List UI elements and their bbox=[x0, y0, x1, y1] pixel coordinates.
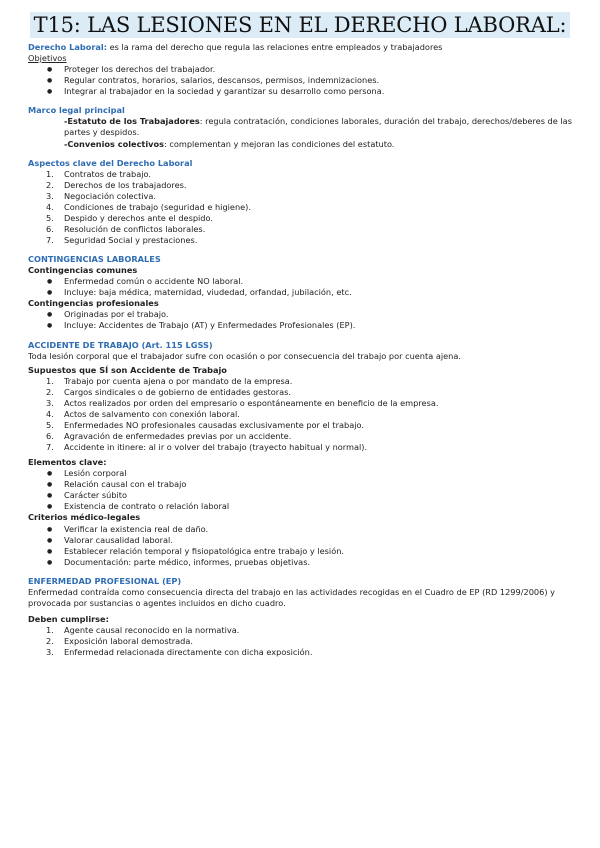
list-item: ● Relación causal con el trabajo bbox=[28, 479, 572, 490]
aspectos-list bbox=[28, 169, 572, 246]
list-item: 5. Enfermedades NO profesionales causadas exclusivamente por el trabajo. bbox=[46, 419, 364, 430]
list-item: ● Incluye: Accidentes de Trabajo (AT) y Enfermedades Profesionales (EP). bbox=[28, 320, 572, 331]
convenios-term: -Convenios colectivos bbox=[64, 138, 164, 149]
list-item: 4. Condiciones de trabajo (seguridad e higiene). bbox=[46, 201, 251, 212]
objectives-list bbox=[28, 64, 572, 97]
list-item: ● Valorar causalidad laboral. bbox=[28, 535, 572, 546]
list-item: 3. Enfermedad relacionada directamente con dicha exposición. bbox=[46, 647, 313, 658]
list-item: ● Incluye: baja médica, maternidad, viudedad, orfandad, jubilación, etc. bbox=[28, 287, 572, 298]
list-item: ● Enfermedad común o accidente NO laboral. bbox=[28, 276, 572, 287]
elementos-list bbox=[28, 468, 572, 512]
estatuto-paragraph bbox=[28, 116, 572, 138]
list-item: ● Integrar al trabajador en la sociedad y garantizar su desarrollo como persona. bbox=[28, 86, 572, 97]
objectives-label: Objetivos bbox=[28, 53, 67, 64]
marco-heading: Marco legal principal bbox=[28, 105, 125, 116]
intro-definition bbox=[28, 42, 572, 53]
convenios-text: : complementan y mejoran las condiciones del estatuto. bbox=[163, 138, 395, 149]
list-item: 7. Seguridad Social y prestaciones. bbox=[46, 235, 198, 245]
supuestos-label: Supuestos que SÍ son Accidente de Trabajo bbox=[28, 364, 227, 375]
list-item: 1. Agente causal reconocido en la normativa. bbox=[46, 625, 240, 635]
list-item: ● Lesión corporal bbox=[28, 468, 572, 479]
intro-term: Derecho Laboral: bbox=[28, 42, 107, 52]
list-item: 7. Accidente in itinere: al ir o volver del trabajo (trayecto habitual y normal). bbox=[46, 442, 368, 453]
list-item: 5. Despido y derechos ante el despido. bbox=[46, 212, 213, 223]
supuestos-list bbox=[28, 376, 572, 453]
list-item: 1. Contratos de trabajo. bbox=[46, 168, 151, 179]
list-item: 6. Resolución de conflictos laborales. bbox=[46, 223, 206, 234]
aspectos-heading: Aspectos clave del Derecho Laboral bbox=[28, 157, 193, 168]
profesionales-list bbox=[28, 309, 572, 331]
list-item: 3. Negociación colectiva. bbox=[46, 190, 157, 201]
requisitos-label: Deben cumplirse: bbox=[28, 613, 109, 624]
profesionales-label: Contingencias profesionales bbox=[28, 298, 159, 309]
intro-text: es la rama del derecho que regula las relaciones entre empleados y trabajadores bbox=[106, 42, 443, 52]
contingencias-heading: CONTINGENCIAS LABORALES bbox=[28, 254, 161, 265]
elementos-label: Elementos clave: bbox=[28, 457, 107, 468]
list-item: ● Regular contratos, horarios, salarios, descansos, permisos, indemnizaciones. bbox=[28, 75, 572, 86]
title-wrap bbox=[28, 12, 572, 38]
estatuto-text: : regula contratación, condiciones laborales, duración del trabajo, derechos/deberes de las partes y despidos. bbox=[64, 116, 572, 138]
list-item: 1. Trabajo por cuenta ajena o por mandato de la empresa. bbox=[46, 375, 293, 386]
list-item: ● Establecer relación temporal y fisiopatológica entre trabajo y lesión. bbox=[28, 546, 572, 557]
convenios-paragraph bbox=[28, 139, 572, 150]
list-item: ● Carácter súbito bbox=[28, 490, 572, 501]
accidente-definition: Toda lesión corporal que el trabajador sufre con ocasión o por consecuencia del trabajo por cuenta ajena. bbox=[28, 350, 461, 361]
criterios-label: Criterios médico-legales bbox=[28, 512, 141, 523]
list-item: ● Documentación: parte médico, informes, pruebas objetivas. bbox=[28, 557, 572, 568]
accidente-heading: ACCIDENTE DE TRABAJO (Art. 115 LGSS) bbox=[28, 339, 213, 350]
list-item: 4. Actos de salvamento con conexión laboral. bbox=[46, 408, 240, 419]
comunes-list bbox=[28, 276, 572, 298]
comunes-label: Contingencias comunes bbox=[28, 265, 138, 276]
list-item: 3. Actos realizados por orden del empresario o espontáneamente en beneficio de la empresa. bbox=[46, 397, 439, 408]
enfermedad-heading: ENFERMEDAD PROFESIONAL (EP) bbox=[28, 575, 182, 586]
list-item: ● Proteger los derechos del trabajador. bbox=[28, 64, 572, 75]
enfermedad-definition: Enfermedad contraída como consecuencia directa del trabajo en las actividades recogidas en el Cuadro de EP (RD 1299/2006) y provocada por sustancias o agentes incluidos en dicho cuadro. bbox=[28, 586, 555, 608]
page-title: T15: LAS LESIONES EN EL DERECHO LABORAL: bbox=[30, 12, 571, 38]
list-item: 6. Agravación de enfermedades previas por un accidente. bbox=[46, 431, 292, 441]
list-item: 2. Cargos sindicales o de gobierno de entidades gestoras. bbox=[46, 386, 291, 397]
requisitos-list bbox=[28, 625, 572, 658]
list-item: ● Existencia de contrato o relación laboral bbox=[28, 501, 572, 512]
criterios-list bbox=[28, 524, 572, 568]
list-item: ● Verificar la existencia real de daño. bbox=[28, 524, 572, 535]
list-item: 2. Exposición laboral demostrada. bbox=[46, 636, 193, 647]
estatuto-term: -Estatuto de los Trabajadores bbox=[64, 116, 200, 127]
list-item: 2. Derechos de los trabajadores. bbox=[46, 179, 187, 190]
list-item: ● Originadas por el trabajo. bbox=[28, 309, 572, 320]
